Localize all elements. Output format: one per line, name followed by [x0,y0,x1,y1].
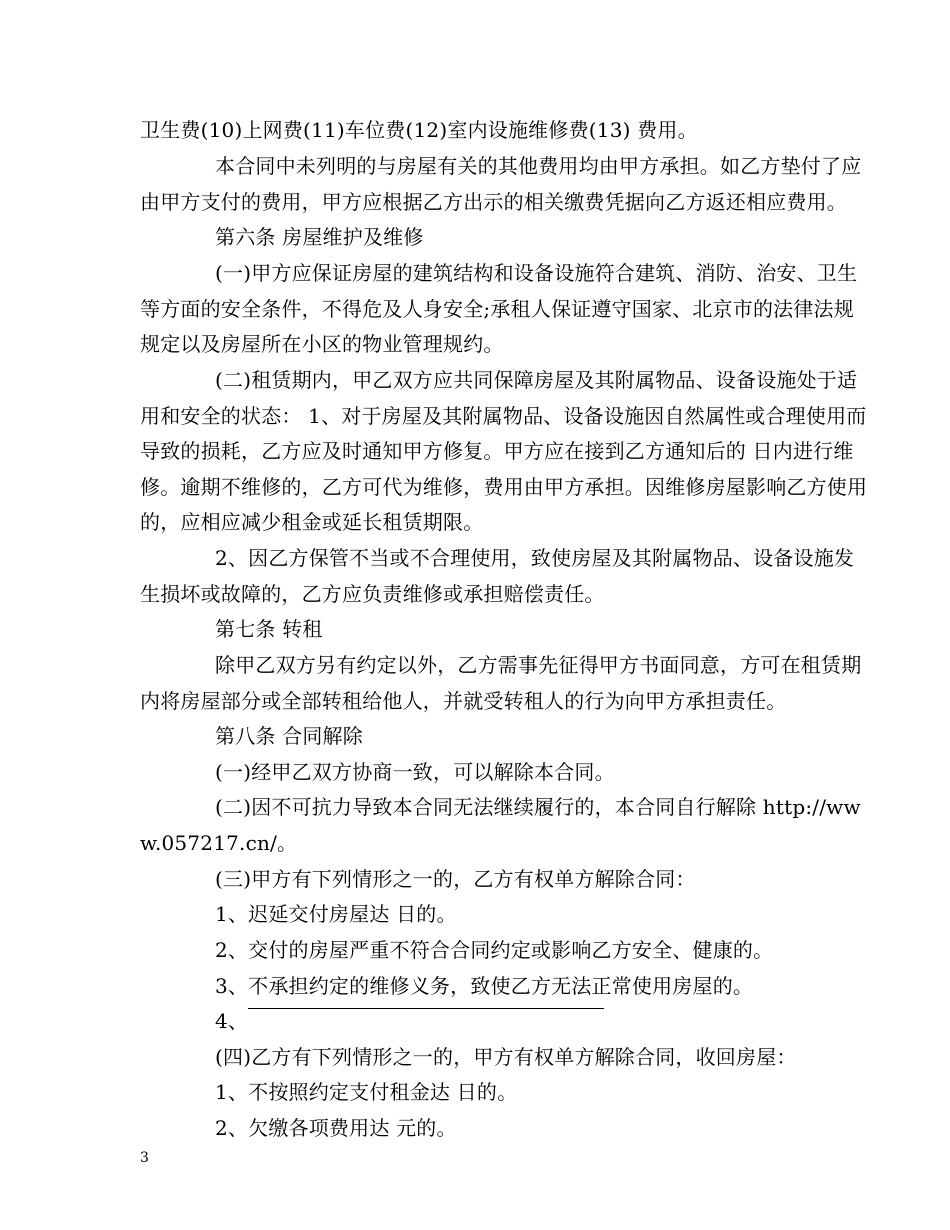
section-heading: 第六条 房屋维护及维修 [215,225,424,249]
text-line: 规定以及房屋所在小区的物业管理规约。 [140,332,504,356]
text-line: 由甲方支付的费用，甲方应根据乙方出示的相关缴费凭据向乙方返还相应费用。 [140,190,847,214]
text-line: 等方面的安全条件，不得危及人身安全;承租人保证遵守国家、北京市的法律法规 [140,297,854,321]
text-line: 1、不按照约定支付租金达 日的。 [215,1080,518,1104]
section-heading: 第八条 合同解除 [215,724,363,748]
text-line: (一)甲方应保证房屋的建筑结构和设备设施符合建筑、消防、治安、卫生 [215,261,858,285]
text-line: 4、 [215,1009,249,1033]
text-line: 用和安全的状态： 1、对于房屋及其附属物品、设备设施因自然属性或合理使用而 [140,404,867,428]
text-line: 2、欠缴各项费用达 元的。 [215,1116,457,1140]
text-line: 生损坏或故障的，乙方应负责维修或承担赔偿责任。 [140,582,605,606]
fill-in-blank-line [248,1008,604,1009]
text-line: 卫生费(10)上网费(11)车位费(12)室内设施维修费(13) 费用。 [140,118,698,142]
text-line: 导致的损耗，乙方应及时通知甲方修复。甲方应在接到乙方通知后的 日内进行维 [140,439,854,463]
text-line: 1、迟延交付房屋达 日的。 [215,902,457,926]
text-line: (二)租赁期内，甲乙双方应共同保障房屋及其附属物品、设备设施处于适 [215,368,858,392]
page-number: 3 [140,1150,149,1166]
text-line: (三)甲方有下列情形之一的，乙方有权单方解除合同： [215,867,696,891]
text-line: 内将房屋部分或全部转租给他人，并就受转租人的行为向甲方承担责任。 [140,689,787,713]
section-heading: 第七条 转租 [215,617,323,641]
text-line: (一)经甲乙双方协商一致，可以解除本合同。 [215,760,615,784]
text-line: (四)乙方有下列情形之一的，甲方有权单方解除合同，收回房屋： [215,1045,797,1069]
text-line: 修。逾期不维修的，乙方可代为维修，费用由甲方承担。因维修房屋影响乙方使用 [140,475,868,499]
text-line: 本合同中未列明的与房屋有关的其他费用均由甲方承担。如乙方垫付了应 [215,154,862,178]
text-line: (二)因不可抗力导致本合同无法继续履行的，本合同自行解除 http://ww [215,795,861,819]
text-line: 的，应相应减少租金或延长租赁期限。 [140,510,484,534]
text-line: w.057217.cn/。 [140,831,298,855]
text-line: 2、因乙方保管不当或不合理使用，致使房屋及其附属物品、设备设施发 [215,546,855,570]
text-line: 除甲乙双方另有约定以外，乙方需事先征得甲方书面同意，方可在租赁期 [215,653,862,677]
text-line: 2、交付的房屋严重不符合合同约定或影响乙方安全、健康的。 [215,938,774,962]
text-line: 3、不承担约定的维修义务，致使乙方无法正常使用房屋的。 [215,974,754,998]
